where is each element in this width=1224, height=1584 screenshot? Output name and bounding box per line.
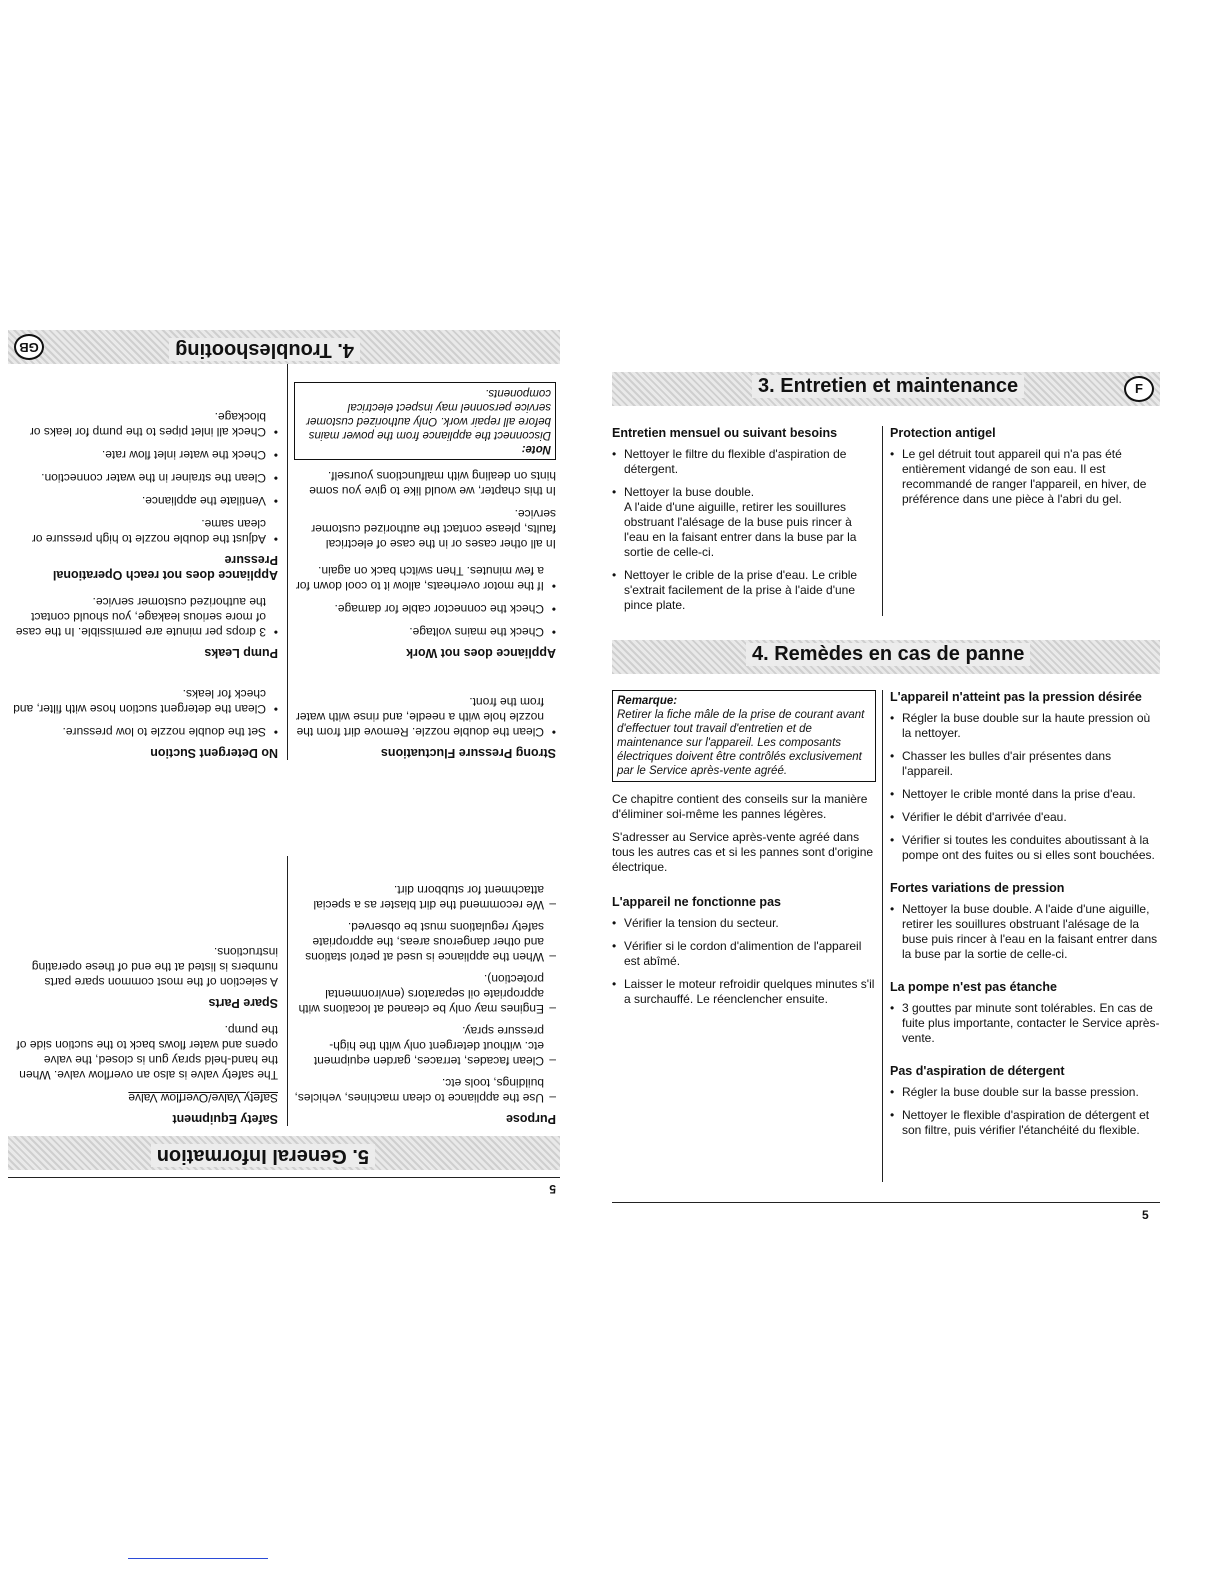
- en-pressure-item: • Clean the strainer in the water connection.: [12, 470, 278, 485]
- monthly-list: [612, 447, 876, 613]
- fr-intro-1: Ce chapitre contient des conseils sur la manière d'éliminer soi-même les pannes légères.: [612, 792, 868, 821]
- section4-fr-title: 4. Remèdes en cas de panne: [746, 643, 1030, 666]
- left-page-number: 5: [549, 1182, 556, 1196]
- fr-pressure-item: • Chasser les bulles d'air présentes dans l'appareil.: [890, 749, 1160, 779]
- en-intro-1: In this chapter, we would like to give you some hints on dealing with malfunctions yourself.: [309, 469, 556, 498]
- en-pressure-item: • Check all inlet pipes to the pump for leaks or blockage.: [12, 409, 278, 439]
- purpose-item: – Engines may only be cleaned at locations with appropriate oil separators (environmental protection).: [294, 971, 556, 1016]
- en-not-work-item: • Check the mains voltage.: [294, 624, 556, 639]
- section4-fr-col-right: [890, 690, 1160, 1146]
- en-pump-leaks-heading: Pump Leaks: [204, 646, 278, 660]
- spare-heading: Spare Parts: [208, 996, 278, 1010]
- en-note-text: Disconnect the appliance from the power mains before all repair work. Only authorized customer service personnel may inspect electrical components.: [306, 387, 551, 441]
- fr-not-work-item: • Vérifier si le cordon d'alimention de l'appareil est abîmé.: [612, 939, 876, 969]
- buse-detail: A l'aide d'une aiguille, retirer les souillures obstruant l'alésage de la buse puis rincer à l'eau en la faisant entrer dans la buse par la sortie de celle-ci.: [624, 500, 857, 559]
- en-strong-pressure-item: • Clean the double nozzle. Remove dirt from the nozzle hole with a needle, and rinse with water from the front.: [294, 694, 556, 739]
- purpose-item: – Use the appliance to clean machines, vehicles, buildings, tools etc.: [294, 1075, 556, 1105]
- section4-en-band: [8, 330, 560, 364]
- fr-detergent-list: [890, 1085, 1160, 1138]
- fr-detergent-item: • Régler la buse double sur la basse pression.: [890, 1085, 1160, 1100]
- fr-detergent-item: • Nettoyer le flexible d'aspiration de détergent et son filtre, puis vérifier l'étanchéité du flexible.: [890, 1108, 1160, 1138]
- section4-en-divider: [287, 360, 288, 760]
- section5-col-left: [294, 875, 556, 1126]
- en-pressure-item: • Ventilate the appliance.: [12, 493, 278, 508]
- fr-pump-heading: La pompe n'est pas étanche: [890, 980, 1057, 994]
- f-language-badge: F: [1124, 376, 1154, 402]
- en-pump-leaks-item: • 3 drops per minute are permissible. In the case of more serious leakage, you should contact the authorized customer service.: [12, 594, 278, 639]
- fr-pressure-heading: L'appareil n'atteint pas la pression désirée: [890, 690, 1142, 704]
- frost-heading: Protection antigel: [890, 426, 996, 440]
- fr-note-text: Retirer la fiche mâle de la prise de courant avant d'effectuer tout travail d'entretien et de maintenance sur l'appareil. Les composants électriques doivent être contrôlés exclusivement par le Service après-vente agréé.: [617, 709, 865, 777]
- fr-fluct-heading: Fortes variations de pression: [890, 881, 1065, 895]
- en-no-detergent-list: [12, 686, 278, 739]
- fr-intro-2: S'adresser au Service après-vente agréé dans tous les autres cas et si les pannes sont d'origine électrique.: [612, 830, 874, 874]
- purpose-item: – When the appliance is used at petrol stations and other dangerous areas, the appropriate safety regulations must be observed.: [294, 919, 556, 964]
- frost-item: • Le gel détruit tout appareil qui n'a pas été entièrement vidangé de son eau. Il est recommandé de ranger l'appareil, en hiver, de préférence dans une pièce à l'abri du gel.: [890, 447, 1160, 507]
- safety-heading: Safety Equipment: [172, 1112, 278, 1126]
- en-pressure-heading: Appliance does not reach Operational Pressure: [52, 553, 278, 582]
- en-no-detergent-heading: No Detergent Suction: [150, 746, 278, 760]
- spare-text: A selection of the most common spare parts numbers is listed at the end of these operating instructions.: [31, 945, 278, 989]
- blue-underline-mark: [128, 1558, 268, 1559]
- fr-pressure-item: • Vérifier si toutes les conduites aboutissant à la pompe ont des fuites ou si elles sont bouchées.: [890, 833, 1160, 863]
- fr-pressure-item: • Nettoyer le crible monté dans la prise d'eau.: [890, 787, 1160, 802]
- fr-not-work-item: • Laisser le moteur refroidir quelques minutes s'il a surchauffé. Le réenclencher ensuite.: [612, 977, 876, 1007]
- section3-band: [612, 372, 1160, 406]
- en-pressure-item: • Adjust the double nozzle to high pressure or clean same.: [12, 516, 278, 546]
- fr-pressure-item: • Vérifier le débit d'arrivée d'eau.: [890, 810, 1160, 825]
- left-page-english: [8, 330, 560, 1200]
- en-pressure-item: • Check the water inlet flow rate.: [12, 447, 278, 462]
- en-not-work-item: • If the motor overheats, allow it to cool down for a few minutes. Then switch back on again.: [294, 563, 556, 593]
- fr-fluct-item: • Nettoyer la buse double. A l'aide d'une aiguille, retirer les souillures obstruant l'alésage de la buse puis rincer à l'eau en la faisant entrer dans la buse par la sortie de celle-ci.: [890, 902, 1160, 962]
- section4-fr-band: [612, 640, 1160, 674]
- section5-band: [8, 1136, 560, 1170]
- frost-list: [890, 447, 1160, 507]
- en-note-box: [294, 382, 556, 460]
- monthly-item-title: Nettoyer la buse double.: [624, 485, 755, 499]
- purpose-item: – Clean facades, terraces, garden equipment etc. without detergent only with the high-pressure spray.: [294, 1023, 556, 1068]
- fr-fluct-list: [890, 902, 1160, 962]
- fr-note-box: [612, 690, 876, 782]
- en-not-work-list: [294, 563, 556, 639]
- en-pressure-list: [12, 409, 278, 546]
- en-not-work-heading: Appliance does not Work: [406, 646, 556, 660]
- right-page-number: 5: [1142, 1208, 1149, 1222]
- fr-detergent-heading: Pas d'aspiration de détergent: [890, 1064, 1065, 1078]
- section3-col-right: [890, 426, 1160, 515]
- section3-title: 3. Entretien et maintenance: [752, 375, 1024, 398]
- en-no-detergent-item: • Clean the detergent suction hose with filter, and check for leaks.: [12, 686, 278, 716]
- fr-pump-list: [890, 1001, 1160, 1046]
- monthly-item: • Nettoyer le filtre du flexible d'aspiration de détergent.: [612, 447, 876, 477]
- section3-divider: [882, 426, 883, 616]
- section5-divider: [287, 856, 288, 1126]
- en-not-work-item: • Check the connector cable for damage.: [294, 601, 556, 616]
- section4-fr-divider: [882, 690, 883, 1182]
- section3-col-left: [612, 426, 876, 621]
- fr-pump-item: • 3 gouttes par minute sont tolérables. En cas de fuite plus importante, contacter le Service après-vente.: [890, 1001, 1160, 1046]
- right-bottom-rule: [612, 1202, 1160, 1203]
- en-strong-pressure-list: [294, 694, 556, 739]
- fr-note-title: Remarque:: [617, 695, 678, 707]
- section5-title: 5. General Information: [151, 1144, 375, 1167]
- en-intro-2: In all other cases or in the case of electrical faults, please contact the authorized customer service.: [311, 507, 556, 551]
- left-top-rule: [8, 1177, 560, 1178]
- section4-fr-col-left: [612, 690, 876, 1015]
- fr-not-work-item: • Vérifier la tension du secteur.: [612, 916, 876, 931]
- purpose-item: – We recommend the dirt blaster as a special attachment for stubborn dirt.: [294, 882, 556, 912]
- section5-col-right: [12, 936, 278, 1126]
- en-pump-leaks-list: [12, 594, 278, 639]
- fr-not-work-heading: L'appareil ne fonctionne pas: [612, 895, 781, 909]
- purpose-list: [294, 882, 556, 1105]
- monthly-heading: Entretien mensuel ou suivant besoins: [612, 426, 838, 440]
- monthly-item: [612, 485, 876, 560]
- en-note-title: Note:: [521, 443, 551, 455]
- gb-language-badge: GB: [14, 334, 44, 360]
- en-no-detergent-item: • Set the double nozzle to low pressure.: [12, 724, 278, 739]
- section4-en-col-left: [294, 686, 556, 760]
- section4-en-col-right: [12, 678, 278, 760]
- left-page-rotated-content: [8, 330, 560, 1200]
- en-strong-pressure-heading: Strong Pressure Fluctuations: [380, 746, 556, 760]
- safety-text: The safety valve is also an overflow valve. When the hand-held spray gun is closed, the valve opens and water flows back to the suction side of the pump.: [16, 1023, 278, 1082]
- fr-not-work-list: [612, 916, 876, 1007]
- safety-subheading: Safety Valve/Overflow Valve: [128, 1091, 278, 1105]
- section4-en-title: 4. Troubleshooting: [169, 338, 360, 361]
- purpose-heading: Purpose: [505, 1112, 556, 1126]
- fr-pressure-list: [890, 711, 1160, 863]
- monthly-item: • Nettoyer le crible de la prise d'eau. Le crible s'extrait facilement de la prise à l'aide d'une pince plate.: [612, 568, 876, 613]
- section4-en-col-right-2: [12, 401, 278, 660]
- fr-pressure-item: • Régler la buse double sur la haute pression où la nettoyer.: [890, 711, 1160, 741]
- section4-en-col-left-2: [294, 372, 556, 660]
